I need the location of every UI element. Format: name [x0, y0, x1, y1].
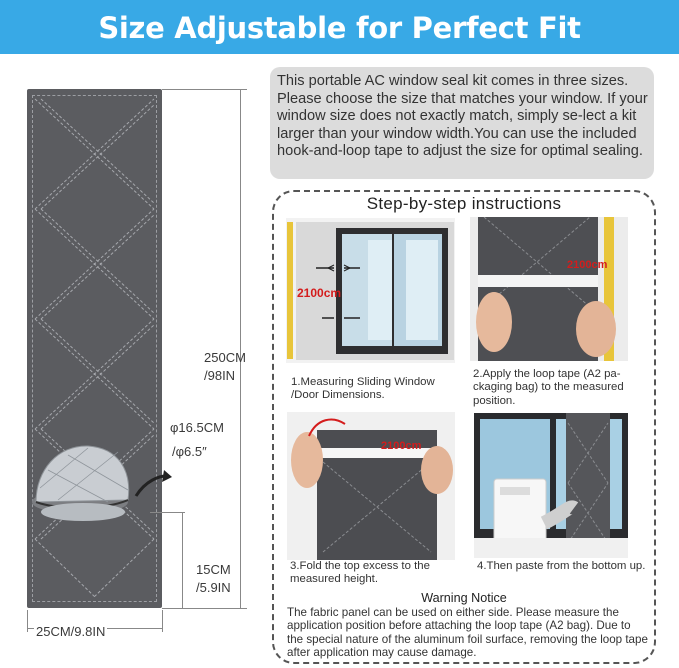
installed-unit-illustration [474, 413, 628, 558]
width-label: 25CM/9.8IN [36, 624, 106, 639]
step2-measure-label: 2100cm [567, 259, 608, 271]
step4-photo [474, 413, 628, 558]
window-seal-panel [27, 89, 162, 608]
offset-dimension-line [182, 512, 183, 608]
fold-excess-illustration [287, 412, 455, 560]
banner-title: Size Adjustable for Perfect Fit [98, 11, 581, 45]
steps-title: Step-by-step instructions [366, 194, 562, 213]
top-dimension-tick [162, 89, 247, 90]
step3-caption: 3.Fold the top excess to the measured height. [290, 560, 430, 586]
warning-title: Warning Notice [421, 591, 507, 605]
apply-tape-illustration [470, 217, 628, 361]
step1-caption: 1.Measuring Sliding Window /Door Dimensions. [291, 376, 435, 402]
offset-top-tick [150, 512, 185, 513]
step1-measure-label: 2100cm [297, 286, 342, 300]
height-cm-label: 250CM [204, 350, 246, 365]
step3-measure-label: 2100cm [381, 440, 422, 452]
warning-text: The fabric panel can be used on either side. Please measure the application position before attaching the loop tape (A2 bag). Due to the special nature of the aluminum foil surface, removing the loop tape after application may cause damage. [287, 606, 648, 659]
height-dimension-line [240, 89, 241, 608]
step4-caption: 4.Then paste from the bottom up. [477, 560, 646, 572]
description-text: This portable AC window seal kit comes in three sizes. Please choose the size that matches your window. If your window size does not exactly match, simply se-lect a kit larger than your window width.You can use the included hook-and-loop tape to adjust the size for optimal sealing. [277, 73, 648, 160]
foil-hose-cap [28, 440, 173, 530]
step2-photo [470, 217, 628, 361]
bottom-dimension-tick [162, 608, 247, 609]
quilt-pattern [27, 89, 162, 608]
offset-cm-label: 15CM [196, 562, 231, 577]
offset-in-label: /5.9IN [196, 580, 231, 595]
diameter-cm-label: φ16.5CM [170, 420, 224, 435]
step3-photo [287, 412, 455, 560]
diameter-in-label: /φ6.5″ [172, 444, 207, 459]
height-in-label: /98IN [204, 368, 236, 383]
step2-caption: 2.Apply the loop tape (A2 pa-ckaging bag) to the measured position. [473, 368, 624, 407]
